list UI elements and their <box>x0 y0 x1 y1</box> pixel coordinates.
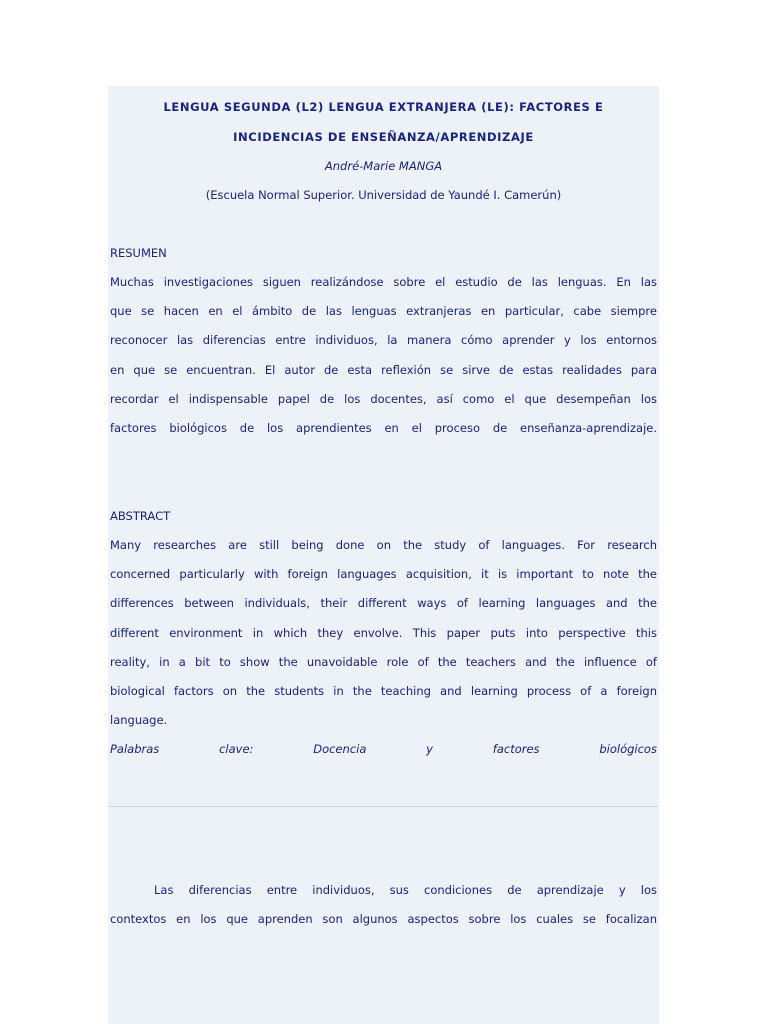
keywords-line <box>110 742 657 756</box>
keyword-word: factores <box>492 742 540 756</box>
abstract-line: language. <box>110 713 168 728</box>
title-line-2: INCIDENCIAS DE ENSEÑANZA/APRENDIZAJE <box>233 130 534 144</box>
keyword-word: biológicos <box>599 742 657 756</box>
keyword-word: y <box>426 742 433 756</box>
abstract-line: differences between individuals, their different ways of learning languages and the <box>110 596 657 611</box>
body-line: Las diferencias entre individuos, sus condiciones de aprendizaje y los <box>154 883 657 897</box>
abstract-line: different environment in which they envolve. This paper puts into perspective this <box>110 625 657 640</box>
keyword-word: Docencia <box>313 742 367 756</box>
keyword-word: clave: <box>219 742 254 756</box>
resumen-paragraph <box>110 268 657 443</box>
abstract-heading: ABSTRACT <box>110 509 171 523</box>
abstract-line: concerned particularly with foreign languages acquisition, it is important to note the <box>110 567 657 582</box>
abstract-line: reality, in a bit to show the unavoidable role of the teachers and the influence of <box>110 654 657 669</box>
title-line-1: LENGUA SEGUNDA (L2) LENGUA EXTRANJERA (LE): FACTORES E <box>163 100 604 114</box>
resumen-line: recordar el indispensable papel de los docentes, así como el que desempeñan los <box>110 391 657 406</box>
section-divider <box>108 806 659 807</box>
keyword-word: Palabras <box>110 742 160 756</box>
author-affiliation: (Escuela Normal Superior. Universidad de Yaundé I. Camerún) <box>205 188 562 202</box>
resumen-line: que se hacen en el ámbito de las lenguas extranjeras en particular, cabe siempre <box>110 304 657 319</box>
document-page <box>108 86 659 1024</box>
resumen-heading: RESUMEN <box>110 246 167 260</box>
abstract-line: Many researches are still being done on the study of languages. For research <box>110 538 657 552</box>
body-line: contextos en los que aprenden son algunos aspectos sobre los cuales se focalizan <box>110 912 657 927</box>
author-name: André-Marie MANGA <box>324 159 443 173</box>
resumen-line: reconocer las diferencias entre individuos, la manera cómo aprender y los entornos <box>110 333 657 348</box>
abstract-paragraph <box>110 531 657 735</box>
abstract-line: biological factors on the students in the teaching and learning process of a foreign <box>110 684 657 699</box>
resumen-line: en que se encuentran. El autor de esta reflexión se sirve de estas realidades para <box>110 362 657 377</box>
body-paragraph <box>110 876 657 934</box>
resumen-line: factores biológicos de los aprendientes en el proceso de enseñanza-aprendizaje. <box>110 421 657 436</box>
resumen-line: Muchas investigaciones siguen realizándose sobre el estudio de las lenguas. En las <box>110 275 657 289</box>
